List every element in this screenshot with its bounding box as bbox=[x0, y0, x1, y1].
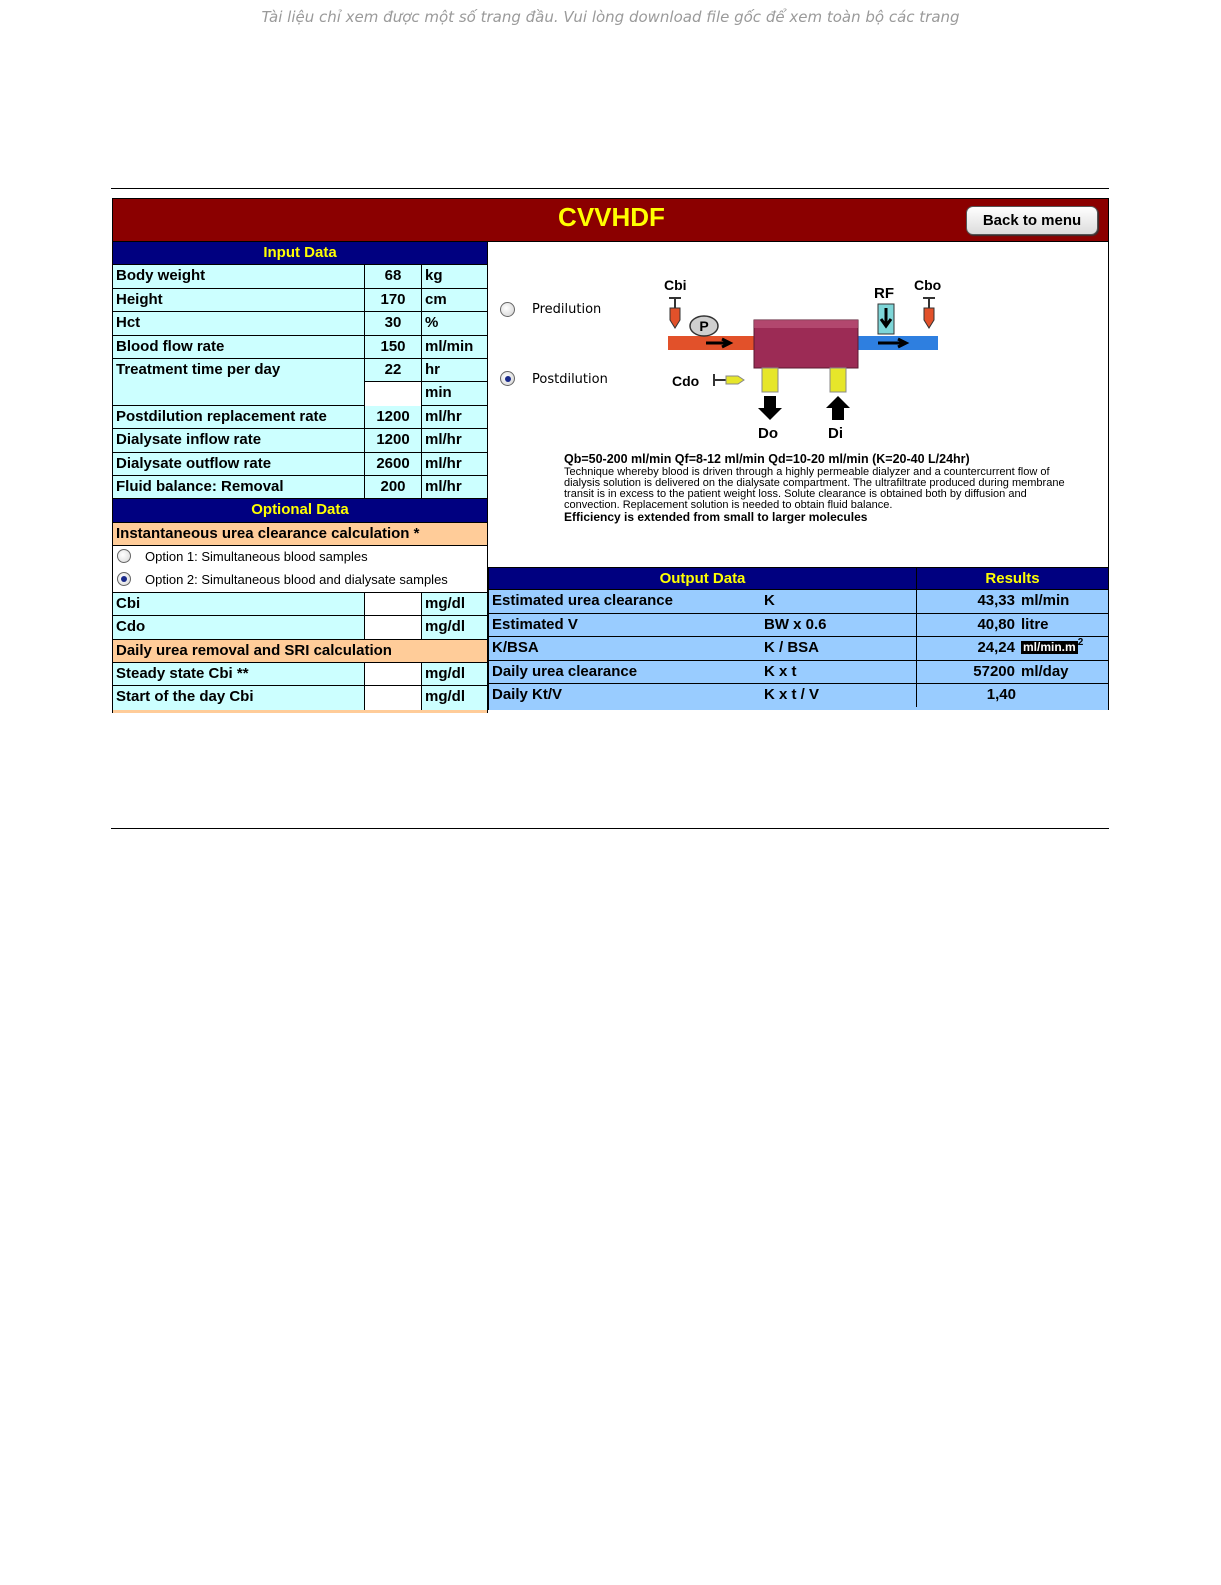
input-unit: ml/hr bbox=[422, 476, 488, 498]
efficiency-note: Efficiency is extended from small to larger molecules bbox=[564, 510, 868, 524]
cropped-row-edge bbox=[488, 707, 1109, 710]
body-weight-input[interactable]: 68 bbox=[365, 265, 422, 287]
sri-header: Daily urea removal and SRI calculation bbox=[112, 640, 488, 663]
di-label: Di bbox=[828, 425, 843, 442]
output-label: Estimated V bbox=[488, 614, 764, 636]
output-formula: K / BSA bbox=[764, 639, 820, 657]
output-formula: K x t / V bbox=[764, 685, 820, 703]
output-data-header: Output Data bbox=[488, 567, 916, 589]
option1-label: Option 1: Simultaneous blood samples bbox=[145, 549, 368, 565]
treatment-hours-input[interactable]: 22 bbox=[365, 359, 422, 382]
input-label: Body weight bbox=[112, 265, 365, 287]
input-unit: mg/dl bbox=[422, 593, 488, 615]
optional-data-header: Optional Data bbox=[112, 499, 488, 522]
input-label: Fluid balance: Removal bbox=[112, 476, 365, 498]
output-label: Estimated urea clearance bbox=[488, 590, 764, 612]
input-unit: min bbox=[422, 382, 488, 405]
input-row-blood-flow bbox=[112, 336, 488, 359]
option2-radio-icon[interactable] bbox=[117, 572, 131, 586]
input-label: Start of the day Cbi bbox=[112, 686, 365, 709]
cdo-label: Cdo bbox=[672, 373, 700, 389]
input-unit: mg/dl bbox=[422, 616, 488, 638]
output-row-k-bsa bbox=[488, 637, 1109, 660]
cvvhdf-sheet bbox=[112, 198, 1109, 713]
input-label: Dialysate outflow rate bbox=[112, 453, 365, 475]
output-panel bbox=[488, 567, 1109, 710]
input-row-start-cbi bbox=[112, 686, 488, 709]
daily-ktv-value: 1,40 bbox=[986, 685, 1016, 703]
description-line: Technique whereby blood is driven through a highly permeable dialyzer and a countercurrent flow of bbox=[564, 466, 1050, 478]
dialysate-inflow-input[interactable]: 1200 bbox=[365, 429, 422, 451]
rf-label: RF bbox=[874, 285, 894, 302]
sheet-header bbox=[112, 198, 1109, 242]
sample-port-icon bbox=[726, 376, 744, 384]
dialysate-in-arrow-icon bbox=[826, 396, 850, 420]
do-label: Do bbox=[758, 425, 778, 442]
input-unit: ml/min bbox=[422, 336, 488, 358]
input-label: Steady state Cbi ** bbox=[112, 663, 365, 685]
input-row-height bbox=[112, 289, 488, 312]
height-input[interactable]: 170 bbox=[365, 289, 422, 311]
input-row-treatment-time bbox=[112, 359, 488, 406]
input-label: Postdilution replacement rate bbox=[112, 406, 365, 428]
output-formula: K bbox=[764, 592, 775, 610]
syringe-icon bbox=[924, 308, 934, 328]
output-row-daily-clearance bbox=[488, 661, 1109, 684]
blood-flow-input[interactable]: 150 bbox=[365, 336, 422, 358]
input-unit: mg/dl bbox=[422, 686, 488, 709]
page-top-rule bbox=[111, 188, 1109, 189]
input-row-hct bbox=[112, 312, 488, 335]
option1-row[interactable] bbox=[112, 546, 488, 569]
replacement-rate-input[interactable]: 1200 bbox=[365, 406, 422, 428]
predilution-label: Predilution bbox=[532, 302, 602, 317]
input-label: Cbi bbox=[112, 593, 365, 615]
steady-cbi-input[interactable] bbox=[365, 663, 422, 685]
dialysate-out-arrow-icon bbox=[758, 396, 782, 420]
hct-input[interactable]: 30 bbox=[365, 312, 422, 334]
output-formula: BW x 0.6 bbox=[764, 615, 827, 633]
input-unit: ml/hr bbox=[422, 406, 488, 428]
treatment-minutes-input[interactable] bbox=[365, 382, 422, 405]
output-label: K/BSA bbox=[488, 637, 764, 659]
option2-row[interactable] bbox=[112, 569, 488, 592]
pump-label: P bbox=[699, 318, 709, 334]
input-row-fluid-balance bbox=[112, 476, 488, 499]
preview-notice: Tài liệu chỉ xem được một số trang đầu. Vui lòng download file gốc để xem toàn bộ các trang bbox=[261, 8, 960, 26]
input-label: Treatment time per day bbox=[112, 359, 365, 405]
unit-superscript: 2 bbox=[1077, 637, 1084, 649]
back-to-menu-button[interactable]: Back to menu bbox=[966, 206, 1098, 235]
urea-clearance-header: Instantaneous urea clearance calculation * bbox=[112, 523, 488, 546]
daily-clearance-value: 57200 bbox=[973, 662, 1015, 680]
input-data-header: Input Data bbox=[112, 242, 488, 265]
input-row-replacement-rate bbox=[112, 406, 488, 429]
description-line: convection. Replacement solution is needed to obtain fluid balance. bbox=[564, 499, 893, 511]
k-bsa-value: 24,24 bbox=[977, 639, 1015, 657]
output-unit: ml/min.m bbox=[1023, 640, 1076, 655]
output-formula: K x t bbox=[764, 662, 797, 680]
output-row-urea-clearance bbox=[488, 590, 1109, 613]
cbo-label: Cbo bbox=[914, 277, 942, 293]
output-row-daily-ktv bbox=[488, 684, 1109, 707]
input-unit: ml/hr bbox=[422, 453, 488, 475]
input-row-dialysate-inflow bbox=[112, 429, 488, 452]
page-title: CVVHDF bbox=[558, 202, 665, 232]
output-label: Daily Kt/V bbox=[488, 684, 764, 707]
input-row-dialysate-outflow bbox=[112, 453, 488, 476]
postdilution-label: Postdilution bbox=[532, 372, 608, 387]
input-row-steady-cbi bbox=[112, 663, 488, 686]
input-label: Cdo bbox=[112, 616, 365, 638]
input-unit: ml/hr bbox=[422, 429, 488, 451]
cvvhdf-circuit-diagram bbox=[658, 272, 958, 447]
postdilution-radio-icon[interactable] bbox=[500, 371, 515, 386]
output-unit: litre bbox=[1021, 615, 1049, 633]
dialysate-outflow-input[interactable]: 2600 bbox=[365, 453, 422, 475]
input-unit: cm bbox=[422, 289, 488, 311]
input-label: Height bbox=[112, 289, 365, 311]
description-line: transit is in excess to the patient weight loss. Solute clearance is obtained both by diffusion and bbox=[564, 488, 1027, 500]
urea-clearance-value: 43,33 bbox=[977, 592, 1015, 610]
output-unit: ml/min bbox=[1021, 592, 1070, 610]
predilution-radio-icon[interactable] bbox=[500, 302, 515, 317]
output-unit: ml/day bbox=[1021, 662, 1069, 680]
option2-label: Option 2: Simultaneous blood and dialysate samples bbox=[145, 572, 448, 588]
input-label: Blood flow rate bbox=[112, 336, 365, 358]
results-header: Results bbox=[916, 567, 1109, 589]
input-unit: mg/dl bbox=[422, 663, 488, 685]
input-panel bbox=[112, 242, 488, 713]
cdo-input[interactable] bbox=[365, 616, 422, 638]
flow-parameters: Qb=50-200 ml/min Qf=8-12 ml/min Qd=10-20 ml/min (K=20-40 L/24hr) bbox=[564, 452, 970, 466]
page-bottom-rule bbox=[111, 828, 1109, 829]
output-header-row bbox=[488, 567, 1109, 590]
input-unit: % bbox=[422, 312, 488, 334]
input-unit: kg bbox=[422, 265, 488, 287]
start-cbi-input[interactable] bbox=[365, 686, 422, 709]
diagram-panel bbox=[488, 242, 1109, 567]
input-row-cdo bbox=[112, 616, 488, 639]
description-line: dialysis solution is delivered on the dialysate compartment. The ultrafiltrate produced during membrane bbox=[564, 477, 1065, 489]
input-label: Dialysate inflow rate bbox=[112, 429, 365, 451]
fluid-balance-input[interactable]: 200 bbox=[365, 476, 422, 498]
estimated-v-value: 40,80 bbox=[977, 615, 1015, 633]
syringe-icon bbox=[670, 308, 680, 328]
output-label: Daily urea clearance bbox=[488, 661, 764, 683]
technique-description bbox=[564, 452, 1084, 523]
cbi-label: Cbi bbox=[664, 277, 687, 293]
input-row-body-weight bbox=[112, 265, 488, 288]
input-row-cbi bbox=[112, 593, 488, 616]
output-row-estimated-v bbox=[488, 614, 1109, 637]
cropped-row-edge bbox=[112, 710, 488, 713]
option1-radio-icon[interactable] bbox=[117, 549, 131, 563]
input-label: Hct bbox=[112, 312, 365, 334]
cbi-input[interactable] bbox=[365, 593, 422, 615]
input-unit: hr bbox=[422, 359, 488, 382]
